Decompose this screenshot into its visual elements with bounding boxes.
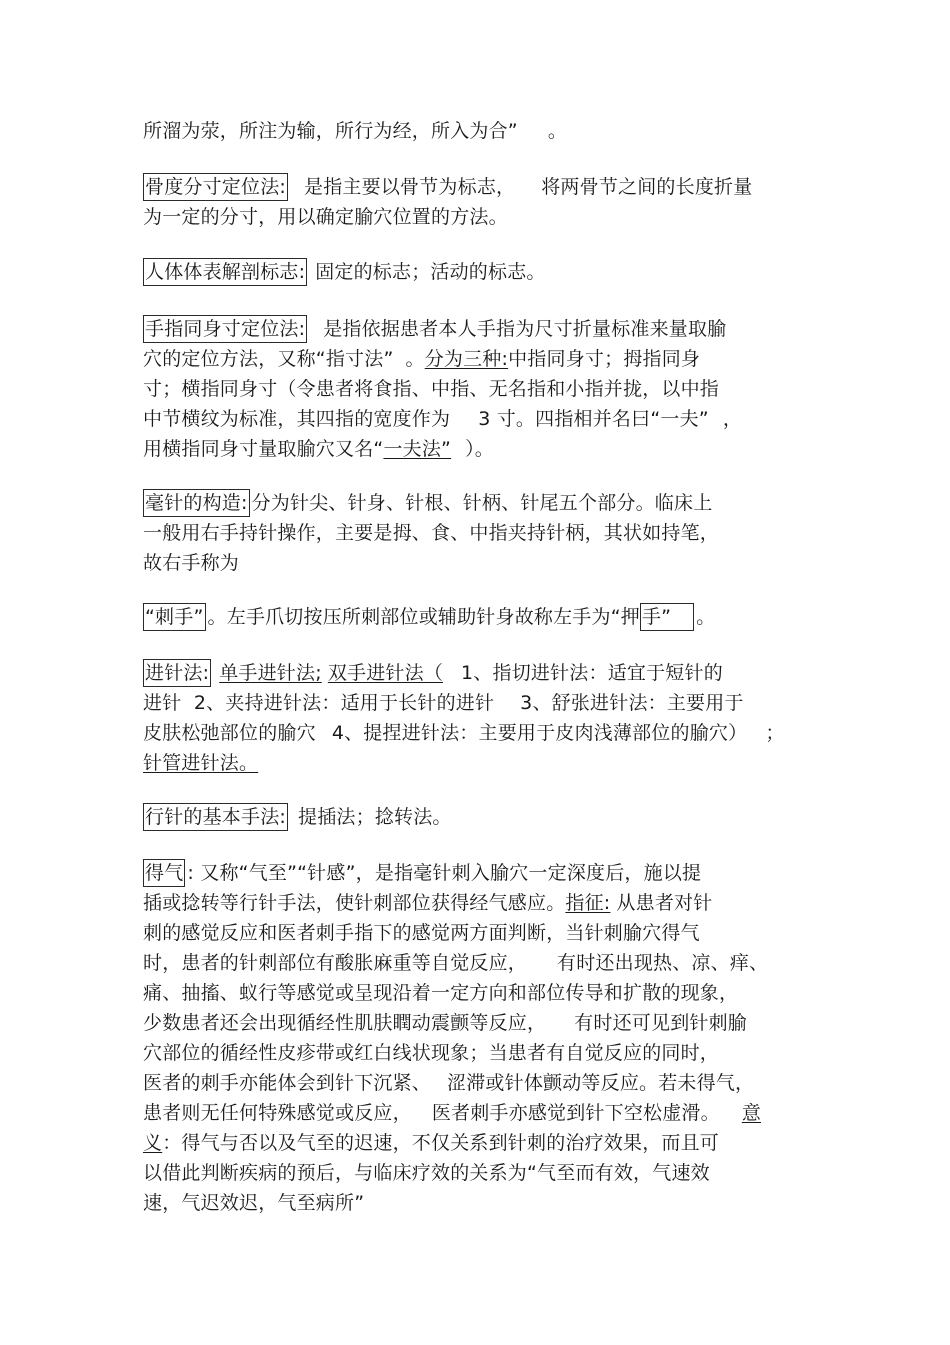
text-span: 为一定的分寸，用以确定腧穴位置的方法。 (143, 206, 508, 228)
term-box: 行针的基本手法: (143, 803, 288, 831)
underlined-text: 双手进针法（ (327, 662, 444, 684)
text-span: 用横指同身寸量取腧穴又名“ (143, 438, 384, 460)
text-span: 涩滞或针体颤动等反应。若未得气， (447, 1072, 755, 1094)
text-span: 刺的感觉反应和医者刺手指下的感觉两方面判断，当针刺腧穴得气 (143, 922, 700, 944)
underlined-text: 意 (741, 1102, 762, 1124)
text-line (143, 918, 700, 948)
text-line (143, 658, 723, 688)
text-span: 故右手称为 (143, 552, 240, 574)
term-box: 进针法: (143, 659, 211, 687)
text-span: 。 (696, 606, 716, 628)
text-span: 有时还出现热、凉、痒、 (557, 952, 769, 974)
text-span: 患者则无任何特殊感觉或反应， (143, 1102, 412, 1124)
text-span: 中节横纹为标准，其四指的宽度作为 (143, 408, 451, 430)
text-span: 将两骨节之间的长度折量 (541, 176, 753, 198)
text-span: ：得气与否以及气至的迟速，不仅关系到针刺的治疗效果，而且可 (162, 1132, 720, 1154)
term-box: “刺手” (143, 603, 206, 631)
text-line (143, 548, 239, 578)
text-span: 分为针尖、针身、针根、针柄、针尾五个部分。临床上 (251, 492, 713, 514)
text-line (143, 688, 744, 718)
text-span: 中指同身寸；拇指同身 (508, 348, 701, 370)
underlined-text: 针管进针法。 (143, 752, 259, 774)
text-span: 是指主要以骨节为标志， (304, 176, 516, 198)
term-box: 人体体表解剖标志: (143, 258, 307, 286)
text-line (143, 116, 567, 146)
text-line (143, 434, 494, 464)
underlined-text: 单手进针法; (219, 662, 322, 684)
text-span: 医者刺手亦感觉到针下空松虚滑。 (431, 1102, 720, 1124)
text-line (143, 518, 719, 548)
text-line (143, 718, 785, 748)
text-span: ； (765, 722, 785, 744)
term-box: 得气 (143, 859, 185, 887)
text-span: 时，患者的针刺部位有酸胀麻重等自觉反应， (143, 952, 528, 974)
text-span: 医者的刺手亦能体会到针下沉紧、 (143, 1072, 432, 1094)
text-line (143, 948, 768, 978)
text-span: 固定的标志；活动的标志。 (315, 261, 546, 283)
text-span: 一般用右手持针操作，主要是拇、食、中指夹持针柄，其状如持笔， (143, 522, 720, 544)
text-span: 提插法；捻转法。 (298, 806, 452, 828)
text-span: 。 (547, 120, 568, 142)
text-span: 1、指切进针法：适宜于短针的 (461, 662, 723, 684)
text-span: 所溜为荥，所注为输，所行为经，所入为合” (143, 120, 518, 142)
text-span: ， (722, 408, 743, 430)
term-box: 毫针的构造: (143, 489, 250, 517)
text-span: 穴的定位方法，又称“指寸法” (143, 348, 394, 370)
text-span: 穴部位的循经性皮疹带或红白线状现象；当患者有自觉反应的同时， (143, 1042, 720, 1064)
text-line (143, 488, 712, 518)
text-line (143, 1188, 364, 1218)
text-span: 。 (405, 348, 425, 370)
text-line (143, 374, 719, 404)
text-line (143, 202, 508, 232)
text-span: 从患者对针 (616, 892, 713, 914)
text-span: 皮肤松弛部位的腧穴 (143, 722, 316, 744)
term-box: 手指同身寸定位法: (143, 315, 307, 343)
text-span: : 又称“气至”“针感”，是指毫针刺入腧穴一定深度后，施以提 (187, 862, 702, 884)
text-span: 进针 2、夹持进针法：适用于长针的进针 (143, 692, 495, 714)
underlined-text: 一夫法” (383, 438, 452, 460)
text-span: 是指依据患者本人手指为尺寸折量标准来量取腧 (323, 318, 727, 340)
text-span: 寸；横指同身寸（令患者将食指、中指、无名指和小指并拢，以中指 (143, 378, 720, 400)
text-span: 速，气迟效迟，气至病所” (143, 1192, 365, 1214)
underlined-text: 分为三种: (424, 348, 509, 370)
text-span: 以借此判断疾病的预后，与临床疗效的关系为“气至而有效，气速效 (143, 1162, 710, 1184)
text-line (143, 748, 258, 778)
text-line (143, 1158, 710, 1188)
text-span: 少数患者还会出现循经性肌肤瞤动震颤等反应， (143, 1012, 547, 1034)
text-span: 有时还可见到针刺腧 (574, 1012, 748, 1034)
text-line (143, 1008, 747, 1038)
text-line (143, 257, 546, 287)
text-line (143, 344, 700, 374)
text-span: 痛、抽搐、蚁行等感觉或呈现沿着一定方向和部位传导和扩散的现象， (143, 982, 739, 1004)
text-line (143, 802, 452, 832)
text-line (143, 1068, 754, 1098)
text-span: 4、提捏进针法：主要用于皮肉浅薄部位的腧穴） (331, 722, 748, 744)
term-box: 手” (640, 603, 694, 631)
text-line (143, 404, 742, 434)
underlined-text: 义 (143, 1132, 163, 1154)
text-span: 3 寸。四指相并名曰“一夫” (478, 408, 709, 430)
text-line (143, 888, 712, 918)
text-line (143, 602, 715, 632)
text-span: 。左手爪切按压所刺部位或辅助针身故称左手为“押 (207, 606, 640, 628)
text-line (143, 1128, 719, 1158)
text-span: 3、舒张进针法：主要用于 (520, 692, 744, 714)
text-line (143, 1038, 719, 1068)
underlined-text: 指征: (565, 892, 611, 914)
text-span: ）。 (465, 438, 495, 460)
text-line (143, 172, 752, 202)
text-span: 插或捻转等行针手法，使针刺部位获得经气感应。 (143, 892, 566, 914)
text-line (143, 314, 726, 344)
text-line (143, 1098, 761, 1128)
term-box: 骨度分寸定位法: (143, 173, 288, 201)
text-line (143, 858, 701, 888)
text-line (143, 978, 738, 1008)
